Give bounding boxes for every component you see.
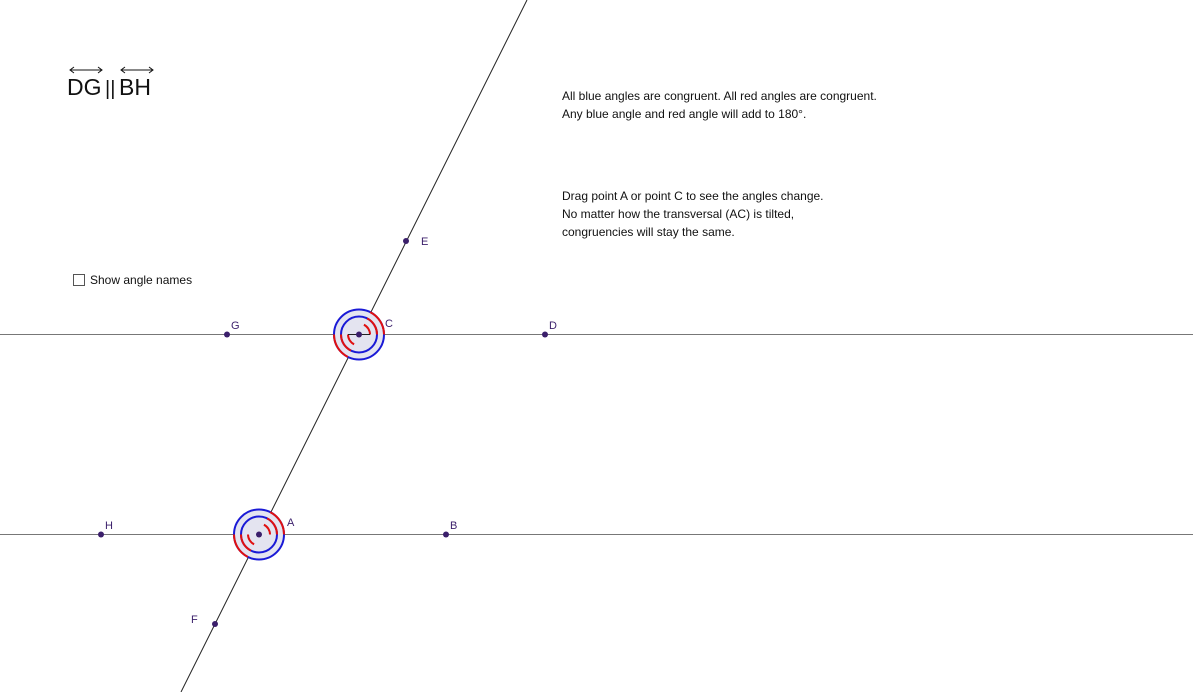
show-angle-names-toggle[interactable]	[73, 273, 192, 287]
note-line: Any blue angle and red angle will add to 180°.	[562, 107, 807, 121]
ray-dg-label: DG	[67, 74, 102, 100]
point-e[interactable]	[403, 236, 428, 248]
show-angle-names-checkbox[interactable]	[73, 274, 85, 286]
point-a-label: A	[287, 517, 295, 529]
point-h-label: H	[105, 520, 113, 532]
note-line: All blue angles are congruent. All red angles are congruent.	[562, 89, 877, 103]
congruence-note	[562, 87, 877, 123]
point-b-label: B	[450, 520, 458, 532]
point-g-label: G	[231, 320, 240, 332]
point-c-label: C	[385, 318, 393, 330]
parallel-symbol: ||	[105, 78, 116, 100]
drag-instructions	[562, 187, 824, 241]
show-angle-names-label[interactable]: Show angle names	[90, 273, 193, 287]
ray-bh-label: BH	[119, 74, 151, 100]
note-line: congruencies will stay the same.	[562, 225, 735, 239]
parallel-statement	[67, 67, 153, 100]
note-line: No matter how the transversal (AC) is tilted,	[562, 207, 795, 221]
note-line: Drag point A or point C to see the angles change.	[562, 189, 824, 203]
point-d-label: D	[549, 320, 557, 332]
point-f-label: F	[191, 614, 198, 626]
point-f[interactable]	[191, 614, 218, 627]
point-e-label: E	[421, 236, 429, 248]
